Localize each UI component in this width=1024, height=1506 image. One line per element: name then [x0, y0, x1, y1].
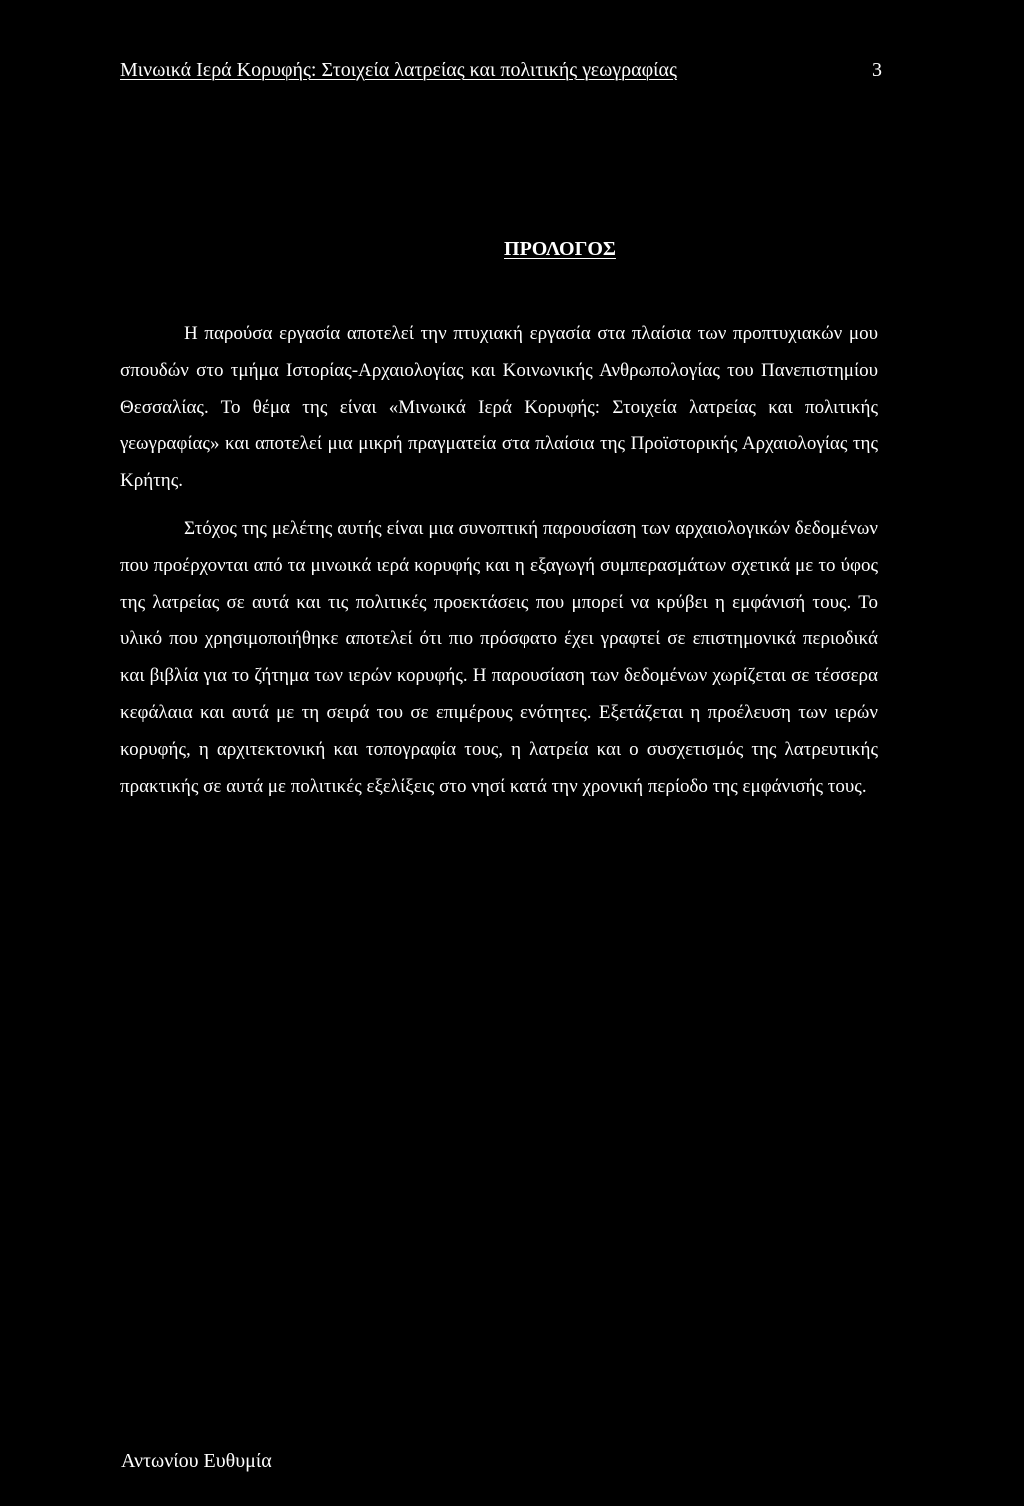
section-heading: ΠΡΟΛΟΓΟΣ — [504, 238, 616, 261]
running-header — [120, 55, 882, 85]
page-number: 3 — [872, 59, 882, 81]
running-title: Μινωικά Ιερά Κορυφής: Στοιχεία λατρείας και πολιτικής γεωγραφίας — [120, 59, 677, 81]
author-name: Αντωνίου Ευθυμία — [121, 1450, 272, 1472]
body-paragraph: Στόχος της μελέτης αυτής είναι μια συνοπτική παρουσίαση των αρχαιολογικών δεδομένων που προέρχονται από τα μινωικά ιερά κορυφής και η εξαγωγή συμπερασμάτων σχετικά με το ύφος της λατρείας σε αυτά και τις πολιτικές προεκτάσεις που μπορεί να κρύβει η εμφάνισή τους. Το υλικό που χρησιμοποιήθηκε αποτελεί ότι πιο πρόσφατο έχει γραφτεί σε επιστημονικά περιοδικά και βιβλία για το ζήτημα των ιερών κορυφής. Η παρουσίαση των δεδομένων χωρίζεται σε τέσσερα κεφάλαια και αυτά με τη σειρά του σε επιμέρους ενότητες. Εξετάζεται η προέλευση των ιερών κορυφής, η αρχιτεκτονική και τοπογραφία τους, η λατρεία και ο συσχετισμός της λατρευτικής πρακτικής σε αυτά με πολιτικές εξελίξεις στο νησί κατά την χρονική περίοδο της εμφάνισής τους. — [120, 518, 878, 797]
body-paragraph: Η παρούσα εργασία αποτελεί την πτυχιακή εργασία στα πλαίσια των προπτυχιακών μου σπουδών στο τμήμα Ιστορίας-Αρχαιολογίας και Κοινωνικής Ανθρωπολογίας του Πανεπιστημίου Θεσσαλίας. Το θέμα της είναι «Μινωικά Ιερά Κορυφής: Στοιχεία λατρείας και πολιτικής γεωγραφίας» και αποτελεί μια μικρή πραγματεία στα πλαίσια της Προϊστορικής Αρχαιολογίας της Κρήτης. — [120, 323, 878, 492]
